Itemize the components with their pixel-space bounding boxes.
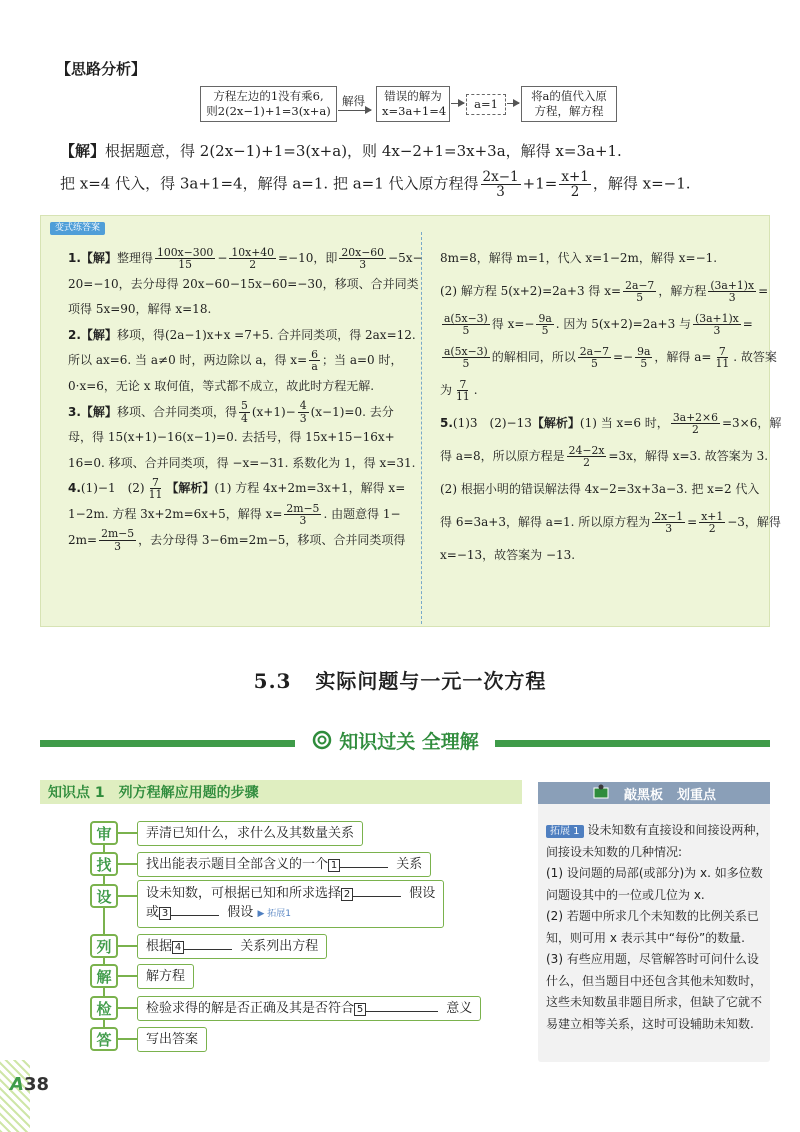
answer-4-line-2 (68, 502, 423, 528)
answer-4-cont-line-2 (440, 275, 781, 308)
step-text: 假设 (227, 905, 254, 920)
numerator: 2a−7 (579, 344, 609, 358)
text: = (758, 284, 769, 298)
numerator: 7 (459, 377, 467, 391)
numerator: 20x−60 (341, 245, 385, 259)
denominator: 3 (299, 513, 307, 527)
step-text: 找出能表示题目全部含义的一个 (146, 857, 329, 872)
blank-number: 3 (159, 907, 171, 920)
denominator: 5 (636, 291, 644, 304)
text: 移项，得(2a−1)x+x =7+5. 合并同类项，得 2ax=12. (116, 327, 416, 342)
fill-blank[interactable] (184, 937, 232, 950)
fraction (699, 511, 725, 535)
numerator: 2x−1 (654, 509, 684, 523)
text: 得 a=8，所以原方程是 (440, 449, 565, 463)
denominator: 5 (462, 357, 470, 370)
answer-1-line-2: 20=−10，去分母得 20x−60−15x−60=−30，移项、合并同类 (68, 276, 419, 291)
answer-tag: 【解】 (80, 404, 117, 419)
blank-number: 1 (328, 859, 340, 872)
text: 所以 ax=6. 当 a≠0 时，两边除以 a，得 x= (68, 353, 308, 368)
numerator: (3a+1)x (695, 311, 739, 325)
key-points-head-b: 划重点 (677, 787, 717, 803)
text: ；当 a=0 时， (322, 353, 403, 368)
numerator: 9a (637, 344, 651, 358)
flow-arrow-2 (451, 103, 464, 104)
step-text: 或 (146, 905, 160, 920)
fraction (635, 346, 652, 370)
text: − (217, 251, 228, 265)
denominator: 4 (240, 411, 248, 425)
denominator: a (311, 360, 318, 374)
denominator: 11 (148, 488, 163, 502)
fraction (239, 400, 250, 424)
flow-box-2 (376, 86, 450, 122)
step-connector (118, 1007, 138, 1009)
numerator: 7 (718, 344, 726, 358)
solution-text-2c: ，解得 x=−1. (592, 174, 691, 193)
fraction (339, 247, 386, 271)
answer-5-line-5: x=−13，故答案为 −13. (440, 548, 576, 562)
text: . 故答案 (733, 350, 777, 364)
answer-1-line-3: 项得 5x=90，解得 x=18. (68, 302, 212, 317)
answer-4-line-3 (68, 528, 423, 554)
blank-number: 5 (354, 1003, 366, 1016)
text: =3×6，解 (721, 416, 782, 430)
text: . 由题意得 1− (323, 506, 401, 521)
fill-blank[interactable] (340, 855, 388, 868)
answer-4-cont-line-3 (440, 308, 781, 341)
key-point-p2: (2) 若题中所求几个未知数的比例关系已知，则可用 x 表示其中“每份”的数量. (546, 909, 759, 945)
fraction (567, 445, 607, 469)
swirl-icon (311, 729, 333, 751)
knowledge-point-header (40, 780, 522, 804)
fill-blank[interactable] (171, 903, 219, 916)
fraction (284, 503, 321, 527)
page-corner-decoration (0, 1060, 30, 1132)
denominator: 3 (114, 539, 122, 553)
step-box (137, 996, 481, 1021)
knowledge-point-label: 知识点 1 (48, 785, 105, 801)
text: (x−1)=0. 去分 (310, 404, 394, 419)
numerator: 5 (240, 399, 248, 413)
fraction (693, 313, 741, 337)
step-box (137, 880, 444, 928)
fraction (559, 170, 591, 199)
text: 的解相同，所以 (491, 350, 576, 364)
text: (x+1)− (251, 404, 296, 419)
step-box: 解方程 (137, 964, 194, 989)
key-point-p0: 设未知数有直接设和间接设两种，间接设未知数的几种情况: (546, 823, 768, 859)
answer-5-line-3: (2) 根据小明的错误解法得 4x−2=3x+3a−3. 把 x=2 代入 (440, 482, 760, 496)
flow-arrow-label: 解得 (342, 94, 365, 108)
text: . (473, 383, 478, 397)
denominator: 11 (715, 357, 730, 370)
denominator: 5 (640, 357, 648, 370)
fraction (298, 400, 309, 424)
blank-number: 4 (172, 941, 184, 954)
denominator: 2 (249, 258, 257, 271)
step-connector (118, 945, 138, 947)
text: = (742, 317, 753, 331)
flow-box-1 (200, 86, 337, 122)
fraction (708, 280, 756, 304)
answer-tag: 【解】 (80, 327, 117, 342)
denominator: 5 (541, 324, 549, 337)
step-text: 根据 (146, 939, 173, 954)
page-number (10, 1074, 49, 1095)
step-connector (118, 1038, 138, 1040)
answer-number: 3. (68, 404, 81, 419)
text: (1)−1 (2) (80, 481, 145, 496)
numerator: 2a−7 (625, 278, 655, 292)
answer-5-line-4 (440, 506, 781, 539)
answer-5-line-1 (440, 407, 781, 440)
fraction (147, 477, 165, 501)
answer-tag: 【解】 (80, 251, 117, 265)
step-text: 意义 (446, 1001, 473, 1016)
step-char: 检 (90, 996, 118, 1020)
key-points-header (538, 782, 770, 804)
text: (1)3 (2)−13 (452, 416, 532, 430)
banner-text: 知识过关 全理解 (339, 730, 479, 753)
knowledge-banner (295, 725, 495, 755)
extension-tag: 拓展 1 (546, 825, 584, 838)
answer-1-line-1 (68, 246, 423, 272)
text: = (687, 515, 698, 529)
solution-line-1 (60, 141, 622, 161)
banner-rule-left (40, 740, 295, 747)
a-logo-icon: A (10, 1074, 24, 1095)
text: 得 x=− (491, 317, 535, 331)
numerator: x+1 (561, 169, 589, 185)
blank-number: 2 (341, 888, 353, 901)
denominator: 5 (590, 357, 598, 370)
text: (1) 方程 4x+2m=3x+1，解得 x= (214, 481, 406, 496)
text: (2) 解方程 5(x+2)=2a+3 得 x= (440, 284, 622, 298)
denominator: 3 (728, 291, 736, 304)
answer-4-cont-line-1: 8m=8，解得 m=1，代入 x=1−2m，解得 x=−1. (440, 251, 718, 265)
fraction (442, 313, 490, 337)
numerator: a(5x−3) (444, 344, 488, 358)
fill-blank[interactable] (353, 884, 401, 897)
analysis-title: 【思路分析】 (56, 60, 147, 78)
step-char: 解 (90, 964, 118, 988)
denominator: 3 (496, 184, 505, 201)
answer-tag: 【解析】 (166, 481, 215, 496)
text: ，解得 a= (654, 350, 712, 364)
answer-number: 4. (68, 481, 81, 496)
denominator: 3 (299, 411, 307, 425)
text: 2m= (68, 532, 98, 547)
answer-5-line-2 (440, 440, 781, 473)
step-connector (118, 895, 138, 897)
knowledge-point-title: 列方程解应用题的步骤 (118, 785, 259, 801)
fraction (454, 379, 472, 403)
key-points-text (546, 820, 768, 1035)
step-char: 找 (90, 852, 118, 876)
answers-badge: 变式练答案 (50, 222, 105, 235)
answer-3-line-1 (68, 400, 423, 426)
key-point-p1: (1) 设问题的局部(或部分)为 x. 如多位数问题设其中的一位或几位为 x. (546, 866, 763, 902)
text: =3x，解得 x=3. 故答案为 3. (608, 449, 769, 463)
numerator: 3a+2×6 (672, 410, 718, 424)
step-text: 设未知数，可根据已知和所求选择 (146, 886, 342, 901)
numerator: x+1 (701, 509, 724, 523)
denominator: 3 (359, 258, 367, 271)
text: −5x− (388, 251, 423, 265)
step-char: 审 (90, 821, 118, 845)
answer-4-line-1 (68, 476, 423, 502)
solution-line-2 (60, 170, 691, 199)
text: ，去分母得 3−6m=2m−5，移项、合并同类项得 (138, 532, 406, 547)
numerator: 6 (311, 348, 319, 362)
denominator: 3 (713, 324, 721, 337)
answer-2-line-2 (68, 348, 423, 374)
text: 为 (440, 383, 453, 397)
text: 整理得 (116, 251, 153, 265)
fraction (229, 247, 276, 271)
key-points-head-a: 敲黑板 (623, 787, 663, 803)
solution-text-1: 根据题意，得 2(2x−1)+1=3(x+a)，则 4x−2+1=3x+3a，解得 x=3a+1. (105, 142, 622, 160)
flow-arrow-1 (338, 110, 371, 111)
flow-box-1-line1: 方程左边的1没有乘6, (213, 89, 324, 103)
step-connector (118, 863, 138, 865)
numerator: (3a+1)x (710, 278, 755, 292)
answer-number: 5. (440, 416, 453, 430)
answer-2-line-1 (68, 323, 423, 349)
step-text: 关系 (396, 857, 423, 872)
denominator: 15 (178, 258, 192, 271)
flow-box-4-line2: 方程，解方程 (534, 104, 604, 118)
answer-tag: 【解析】 (531, 416, 580, 430)
fill-blank[interactable] (366, 999, 438, 1012)
numerator: 2m−5 (286, 501, 320, 515)
solution-label: 【解】 (60, 142, 106, 160)
fraction (481, 170, 521, 199)
text: 得 6=3a+3，解得 a=1. 所以原方程为 (440, 515, 651, 529)
solution-text-2b: +1= (522, 174, 558, 193)
denominator: 3 (665, 522, 673, 535)
fraction (155, 247, 215, 271)
page-number-value: 38 (23, 1074, 49, 1095)
text: =− (613, 350, 634, 364)
numerator: 7 (152, 476, 159, 490)
numerator: 9a (538, 311, 552, 325)
extension-link[interactable]: ▶ 拓展1 (257, 909, 291, 919)
flow-box-2-line2: x=3a+1=4 (382, 104, 447, 118)
answer-number: 2. (68, 327, 81, 342)
step-box: 写出答案 (137, 1027, 207, 1052)
section-number: 5.3 (253, 669, 292, 693)
fraction (99, 528, 136, 552)
blackboard-icon (592, 784, 610, 802)
text: −3，解得 (727, 515, 781, 529)
step-box (137, 934, 327, 959)
answer-3-line-3: 16=0. 移项、合并同类项，得 −x=−31. 系数化为 1，得 x=31. (68, 455, 416, 470)
section-title: 实际问题与一元一次方程 (315, 669, 547, 693)
banner-rule-right (495, 740, 770, 747)
answer-4-cont-line-4 (440, 341, 781, 374)
fraction (442, 346, 490, 370)
step-connector (118, 832, 138, 834)
answer-3-line-2: 母，得 15(x+1)−16(x−1)=0. 去括号，得 15x+15−16x+ (68, 430, 395, 445)
denominator: 11 (456, 390, 470, 403)
answer-number: 1. (68, 251, 81, 265)
fraction (536, 313, 553, 337)
numerator: 2m−5 (101, 527, 135, 541)
numerator: 10x+40 (231, 245, 274, 259)
step-connector (118, 975, 138, 977)
flow-box-1-line2: 则2(2x−1)+1=3(x+a) (206, 104, 331, 118)
answers-right-column (440, 242, 781, 572)
step-char: 设 (90, 884, 118, 908)
flow-box-2-line1: 错误的解为 (384, 89, 442, 103)
step-box (137, 852, 431, 877)
solution-text-2a: 把 x=4 代入，得 3a+1=4，解得 a=1. 把 a=1 代入原方程得 (60, 174, 479, 193)
fraction (309, 349, 320, 373)
numerator: 4 (299, 399, 307, 413)
numerator: 24−2x (568, 443, 605, 457)
numerator: 2x−1 (482, 169, 519, 185)
step-text: 关系列出方程 (240, 939, 319, 954)
flow-arrow-3 (507, 103, 519, 104)
fraction (652, 511, 685, 535)
answers-left-column (68, 246, 423, 553)
denominator: 2 (691, 423, 699, 436)
section-heading (0, 665, 800, 694)
text: ，解方程 (658, 284, 707, 298)
denominator: 2 (708, 522, 716, 535)
key-point-p3: (3) 有些应用题，尽管解答时可问什么设什么，但当题目中还包含其他未知数时，这些未知数虽非题目所求，但缺了它就不易建立相等关系，这时可设辅助未知数. (546, 952, 763, 1031)
fraction (671, 412, 720, 436)
text: =−10，即 (278, 251, 338, 265)
step-text: 假设 (409, 886, 436, 901)
text: 1−2m. 方程 3x+2m=6x+5，解得 x= (68, 506, 283, 521)
flow-box-4 (521, 86, 617, 122)
numerator: 100x−300 (156, 245, 214, 259)
answer-4-cont-line-5 (440, 374, 781, 407)
text: (1) 当 x=6 时， (579, 416, 669, 430)
fraction (713, 346, 731, 370)
flow-box-4-line1: 将a的值代入原 (531, 89, 607, 103)
step-text: 检验求得的解是否正确及其是否符合 (146, 1001, 355, 1016)
flow-box-3: a=1 (466, 94, 506, 115)
text: . 因为 5(x+2)=2a+3 与 (555, 317, 692, 331)
denominator: 5 (462, 324, 470, 337)
step-char: 答 (90, 1027, 118, 1051)
fraction (578, 346, 611, 370)
text: 移项、合并同类项，得 (116, 404, 237, 419)
denominator: 2 (583, 456, 590, 469)
answer-2-line-3: 0·x=6，无论 x 取何值，等式都不成立，故此时方程无解. (68, 378, 375, 393)
fraction (623, 280, 656, 304)
step-box: 弄清已知什么，求什么及其数量关系 (137, 821, 363, 846)
denominator: 2 (570, 184, 580, 201)
numerator: a(5x−3) (444, 311, 488, 325)
step-char: 列 (90, 934, 118, 958)
